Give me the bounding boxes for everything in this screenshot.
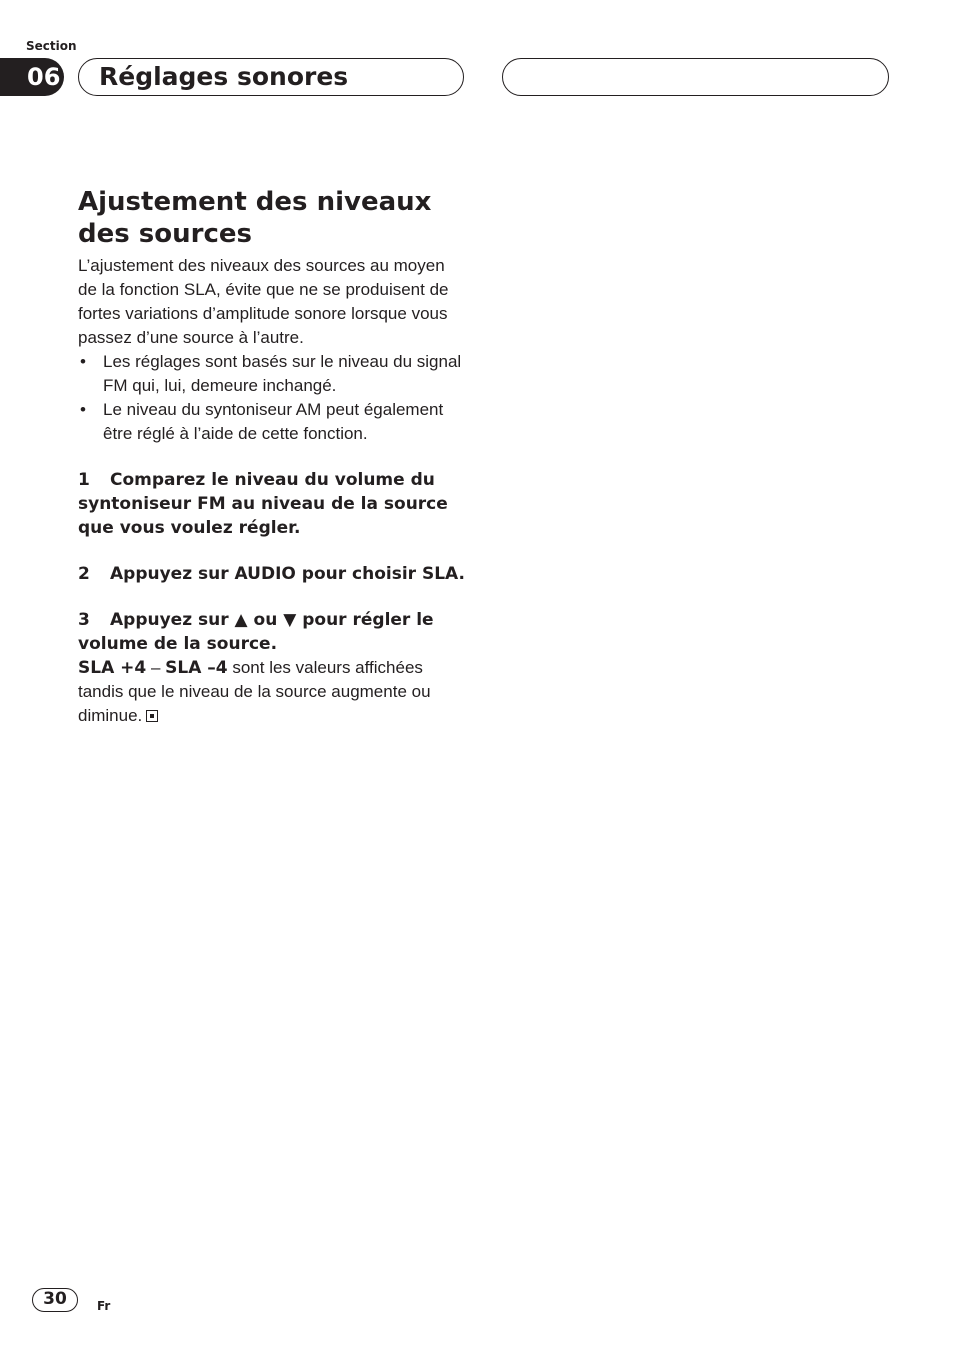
- language-label: Fr: [97, 1299, 111, 1313]
- range-dash: –: [146, 658, 166, 677]
- section-number-tab: 06: [0, 58, 64, 96]
- section-heading: [78, 186, 468, 250]
- header-title-box: [78, 58, 464, 96]
- value-minus: SLA –4: [165, 658, 228, 678]
- list-item: • Le niveau du syntoniseur AM peut également être réglé à l’aide de cette fonction.: [80, 400, 444, 443]
- detail-text: sont les valeurs affichées tandis que le niveau de la source augmente ou diminue.: [78, 658, 431, 725]
- page-number: 30: [32, 1288, 78, 1312]
- step-text: Appuyez sur AUDIO pour choisir SLA.: [110, 564, 465, 584]
- value-plus: SLA +4: [78, 658, 147, 678]
- header-empty-box: [502, 58, 889, 96]
- page-title: Réglages sonores: [99, 62, 349, 91]
- step-1: [78, 468, 468, 540]
- step-3: [78, 608, 468, 656]
- bullet-icon: •: [80, 352, 86, 371]
- step-text: Comparez le niveau du volume du syntoniseur FM au niveau de la source que vous voulez régler.: [78, 470, 448, 538]
- end-of-section-icon: [146, 710, 158, 722]
- intro-paragraph: L’ajustement des niveaux des sources au moyen de la fonction SLA, évite que ne se produisent de fortes variations d’amplitude sonore lorsque vous passez d’une source à l’autre.: [78, 256, 449, 347]
- step-number: 2: [78, 564, 90, 584]
- heading-line-2: des sources: [78, 219, 252, 249]
- step-text: Appuyez sur ▲ ou ▼ pour régler le volume de la source.: [78, 610, 434, 654]
- step-3-detail: [78, 656, 468, 728]
- step-number: 1: [78, 470, 90, 490]
- bullet-list: [78, 350, 468, 446]
- bullet-icon: •: [80, 400, 86, 419]
- section-label: Section: [26, 39, 77, 53]
- step-number: 3: [78, 610, 90, 630]
- step-2: [78, 562, 468, 586]
- list-item: • Les réglages sont basés sur le niveau du signal FM qui, lui, demeure inchangé.: [80, 352, 462, 395]
- main-content: [78, 186, 468, 728]
- heading-line-1: Ajustement des niveaux: [78, 187, 432, 217]
